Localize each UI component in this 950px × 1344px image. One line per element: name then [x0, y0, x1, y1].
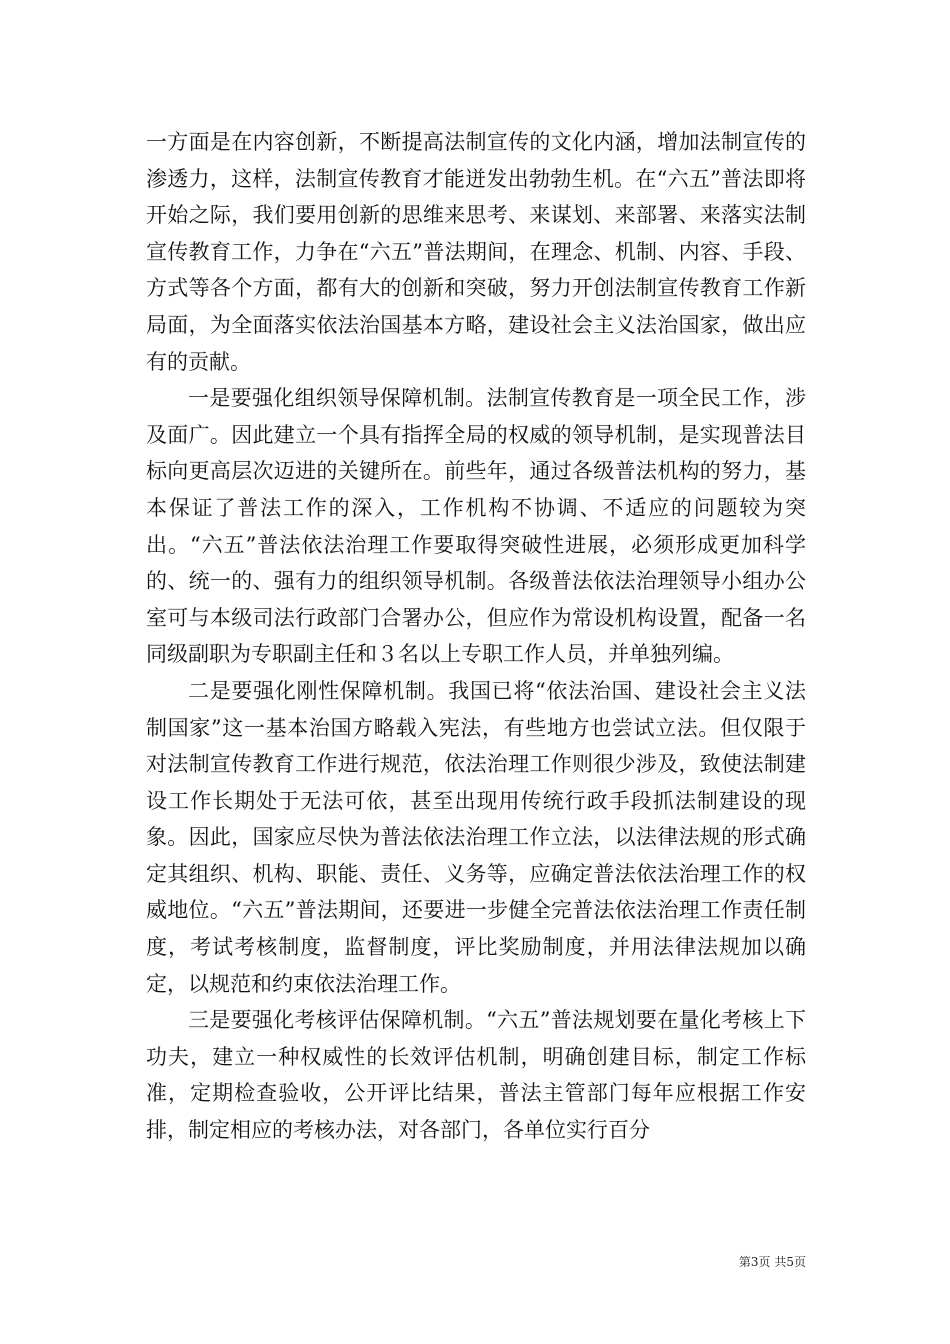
footer-total-pages: 5: [786, 1255, 794, 1269]
paragraph-rigid-mechanism: 二是要强化刚性保障机制。我国已将“依法治国、建设社会主义法制国家”这一基本治国方略载入宪法，有些地方也尝试立法。但仅限于对法制宣传教育工作进行规范，依法治理工作则很少涉及，致使法制建设工作长期处于无法可依，甚至出现用传统行政手段抓法制建设的现象。因此，国家应尽快为普法依法治理工作立法，以法律法规的形式确定其组织、机构、职能、责任、义务等，应确定普法依法治理工作的权威地位。“六五”普法期间，还要进一步健全完普法依法治理工作责任制度，考试考核制度，监督制度，评比奖励制度，并用法律法规加以确定，以规范和约束依法治理工作。: [146, 678, 806, 996]
footer-middle: 页 共: [758, 1255, 787, 1269]
page-number-footer: [600, 1253, 806, 1270]
document-body: [146, 124, 806, 1149]
paragraph-continuation: 一方面是在内容创新，不断提高法制宣传的文化内涵，增加法制宣传的渗透力，这样，法制宣传教育才能迸发出勃勃生机。在“六五”普法即将开始之际，我们要用创新的思维来思考、来谋划、来部署、来落实法制宣传教育工作，力争在“六五”普法期间，在理念、机制、内容、手段、方式等各个方面，都有大的创新和突破，努力开创法制宣传教育工作新局面，为全面落实依法治国基本方略，建设社会主义法治国家，做出应有的贡献。: [146, 130, 806, 374]
paragraph-assessment-mechanism: 三是要强化考核评估保障机制。“六五”普法规划要在量化考核上下功夫，建立一种权威性的长效评估机制，明确创建目标，制定工作标准，定期检查验收，公开评比结果，普法主管部门每年应根据工作安排，制定相应的考核办法，对各部门，各单位实行百分: [146, 1008, 806, 1143]
footer-prefix: 第: [738, 1255, 751, 1269]
footer-suffix: 页: [793, 1255, 806, 1269]
footer-current-page: 3: [750, 1255, 759, 1269]
paragraph-organization-mechanism: 一是要强化组织领导保障机制。法制宣传教育是一项全民工作，涉及面广。因此建立一个具有指挥全局的权威的领导机制，是实现普法目标向更高层次迈进的关键所在。前些年，通过各级普法机构的努力，基本保证了普法工作的深入，工作机构不协调、不适应的问题较为突出。“六五”普法依法治理工作要取得突破性进展，必须形成更加科学的、统一的、强有力的组织领导机制。各级普法依法治理领导小组办公室可与本级司法行政部门合署办公，但应作为常设机构设置，配备一名同级副职为专职副主任和３名以上专职工作人员，并单独列编。: [146, 386, 806, 667]
